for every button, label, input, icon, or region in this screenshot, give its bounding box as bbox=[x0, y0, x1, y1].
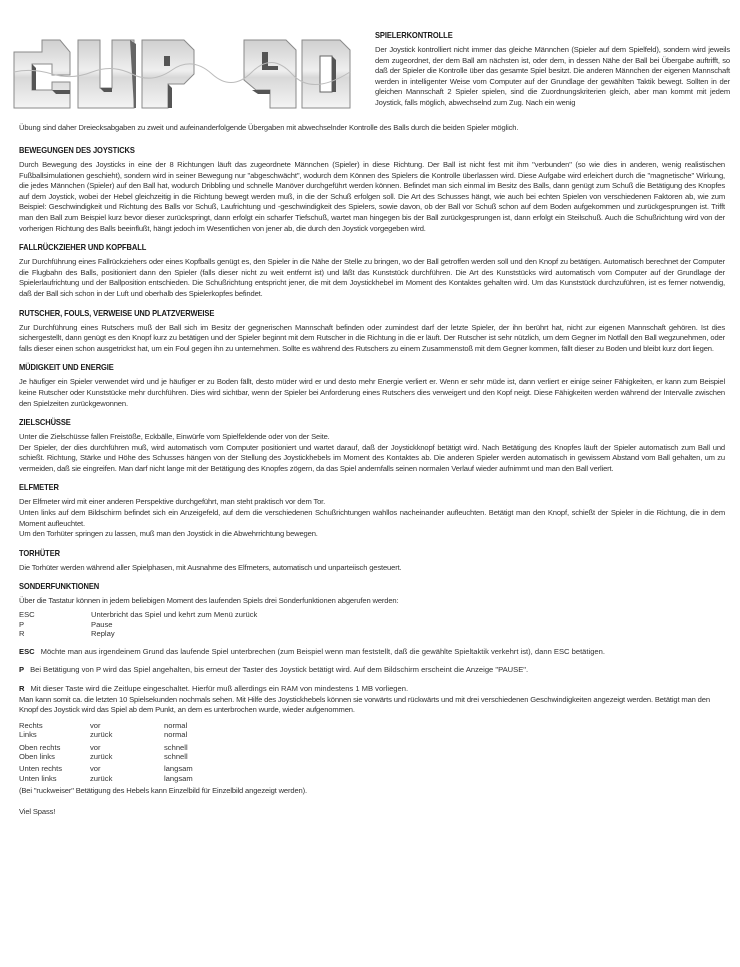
paragraph-text: Man kann somit ca. die letzten 10 Spielsekunden nochmals sehen. Mit Hilfe des Joystickhebels können sie vorwärts und rückwärts und mit drei verschiedenen Geschwindigkeiten angezeigt werden. Betätigt man den Knopf des Joystick wird das Spiel ab dem Punkt, an dem es unterbrochen wurde, wieder aufgenommen. bbox=[19, 694, 710, 715]
movement: zurück bbox=[90, 773, 113, 783]
movement: vor bbox=[90, 764, 101, 774]
section-fallrueckzieher bbox=[19, 243, 725, 299]
section-text: Unten links auf dem Bildschirm befindet sich ein Anzeigefeld, auf dem die verschiedenen Schußrichtungen wahllos nacheinander aufleuchten. Betätigt man den Knopf, schießt der Spieler in die Richtung, die in dem Moment aufleuchtet. bbox=[19, 508, 725, 528]
section-text: Je häufiger ein Spieler verwendet wird und je häufiger er zu Boden fällt, desto müder wird er und desto mehr Energie verliert er. Wenn er sehr müde ist, dann verliert er einige seiner Fähigkeiten, er kann zum Beispiel keine Rutscher oder Kunststücke mehr durchführen. Dies wird sichtbar, wenn der Spieler bei Anforderung eines Rutschers dies verweigert und den Kopf neigt. Diese Fähigkeiten werden während der Intervalle zwischen den Spielzeiten zurückgewonnen. bbox=[19, 377, 725, 408]
direction: Links bbox=[19, 730, 37, 740]
speed: langsam bbox=[164, 764, 193, 774]
speed: normal bbox=[164, 730, 188, 740]
key-label: ESC bbox=[19, 610, 35, 620]
replay-group bbox=[19, 721, 725, 740]
replay-row bbox=[19, 774, 725, 783]
movement: zurück bbox=[90, 752, 113, 761]
esc-paragraph bbox=[19, 647, 725, 658]
movement: vor bbox=[90, 720, 101, 730]
key-label: R bbox=[19, 684, 25, 693]
section-muedigkeit bbox=[19, 363, 725, 409]
key-row bbox=[19, 610, 725, 620]
key-row bbox=[19, 629, 725, 639]
closing-text: Viel Spass! bbox=[19, 806, 56, 816]
paragraph-text: Bei Betätigung von P wird das Spiel angehalten, bis erneut der Taster des Joystick betätigt wird. Auf dem Bildschirm erscheint die Anzeige "PAUSE". bbox=[30, 665, 529, 675]
section-text: Die Torhüter werden während aller Spielphasen, mit Ausnahme des Elfmeters, automatisch und unparteiisch gesteuert. bbox=[19, 562, 402, 572]
section-text: Der Joystick kontrolliert nicht immer das gleiche Männchen (Spieler auf dem Spielfeld), sondern wird jeweils dem zugeordnet, der dem Ball am nächsten ist, oder dem, in dessen Nähe der Ball bei Übergabe auftrifft, so daß der Spieler die Kontrolle über das gesamte Spiel besitzt. Die anderen Männchen der eigenen Mannschaft werden in intelligenter Weise vom Computer auf der Grundlage der gewählten Taktik bewegt. Sollten in der gleichen Mannschaft 2 Spieler spielen, sind die Zuordnungskriterien gleich, aber man kommt mit jedem Joystick, falls möglich, abwechselnd zum Zug. Nach ein wenig bbox=[375, 45, 730, 107]
section-text: Zur Durchführung eines Rutschers muß der Ball sich im Besitz der gegnerischen Mannschaft befinden oder zumindest darf der letzte Spieler, der ihn berührt hat, nicht zur eigenen Mannschaft gehören. Ist dies sichergestellt, dann genügt es den Knopf kurz zu betätigen und der Spieler beginnt mit dem Rutscher in die Richtung in die er läuft. Der Rutscher ist sehr nützlich, um dem Gegner im Notfall den Ball wegzunehmen, oder falls dieser einen schon ausgetrickst hat, um ein Foul gegen ihn zu unternehmen. Sollte es während des Rutschers zu einem Zusammenstoß mit dem Gegner kommen, fällt dieser zu Boden und bleibt kurz dort liegen. bbox=[19, 322, 725, 353]
main-content bbox=[19, 146, 725, 826]
section-heading: SONDERFUNKTIONEN bbox=[19, 582, 100, 592]
section-heading: ZIELSCHÜSSE bbox=[19, 418, 71, 428]
section-heading: TORHÜTER bbox=[19, 548, 60, 558]
paragraph-text: Mit dieser Taste wird die Zeitlupe eingeschaltet. Hierfür muß allerdings ein RAM von mindestens 1 MB vorliegen. bbox=[30, 684, 409, 693]
section-text: Übung sind daher Dreiecksabgaben zu zweit und aufeinanderfolgende Übergaben mit abwechselnder Kontrolle des Balls durch die beiden Spieler möglich. bbox=[19, 123, 519, 132]
replay-row bbox=[19, 743, 725, 752]
key-description: Unterbricht das Spiel und kehrt zum Menü zurück bbox=[91, 610, 258, 620]
section-text: Um den Torhüter springen zu lassen, muß man den Joystick in die Abwehrrichtung bewegen. bbox=[19, 529, 318, 539]
key-label: R bbox=[19, 629, 25, 639]
paragraph-text: Möchte man aus irgendeinem Grund das laufende Spiel unterbrechen (zum Beispiel wenn man feststellt, daß die gewählte Spieltaktik verkehrt ist), dann ESC betätigen. bbox=[40, 646, 605, 656]
section-joystick bbox=[19, 146, 725, 234]
intro-section bbox=[375, 31, 730, 108]
section-text: Der Spieler, der dies durchführen muß, wird automatisch vom Computer positioniert und wartet darauf, daß der Joystickknopf betätigt wird. Nach Betätigung des Knopfes läuft der Spieler automatisch zum Ball und schießt. Richtung, Stärke und Höhe des Schusses hängen von der Stellung des Joystickhebels im Moment des Kontaktes ab. Die anderen Spieler werden automatisch in gewissem Abstand vom Ball gehalten, um zu vermeiden, daß sie eingreifen. Man darf nicht lange mit der Betätigung des Knopfes zögern, da das Spiel andernfalls seinen normalen Verlauf wieder aufnimmt und man den Ball verliert. bbox=[19, 442, 725, 473]
key-label: ESC bbox=[19, 646, 35, 656]
section-elfmeter bbox=[19, 483, 725, 539]
section-torhueter bbox=[19, 549, 725, 574]
key-list bbox=[19, 610, 725, 639]
key-description: Pause bbox=[91, 619, 113, 629]
replay-group bbox=[19, 743, 725, 762]
key-description: Replay bbox=[91, 629, 115, 639]
speed: schnell bbox=[164, 752, 188, 761]
replay-row bbox=[19, 752, 725, 761]
replay-note: (Bei "ruckweiser" Betätigung des Hebels kann Einzelbild für Einzelbild angezeigt werden). bbox=[19, 786, 307, 796]
cup-90-logo bbox=[12, 30, 352, 110]
p-paragraph bbox=[19, 665, 725, 676]
replay-row bbox=[19, 730, 725, 739]
section-rutscher bbox=[19, 309, 725, 355]
direction: Unten rechts bbox=[19, 764, 63, 774]
section-text: Unter die Zielschüsse fallen Freistöße, Eckbälle, Einwürfe vom Spielfeldende oder von der Seite. bbox=[19, 432, 330, 442]
movement: zurück bbox=[90, 730, 113, 740]
movement: vor bbox=[90, 742, 101, 752]
direction: Rechts bbox=[19, 720, 43, 730]
key-row bbox=[19, 620, 725, 630]
replay-group bbox=[19, 764, 725, 783]
section-text: Der Elfmeter wird mit einer anderen Perspektive durchgeführt, man steht praktisch vor dem Tor. bbox=[19, 497, 326, 507]
section-heading: ELFMETER bbox=[19, 483, 59, 493]
r-paragraph bbox=[19, 684, 725, 695]
intro-continuation bbox=[19, 123, 719, 134]
speed: normal bbox=[164, 720, 188, 730]
section-heading: FALLRÜCKZIEHER UND KOPFBALL bbox=[19, 243, 147, 253]
section-heading: RUTSCHER, FOULS, VERWEISE UND PLATZVERWEISE bbox=[19, 308, 215, 318]
speed: schnell bbox=[164, 742, 188, 752]
section-heading: BEWEGUNGEN DES JOYSTICKS bbox=[19, 146, 135, 155]
section-text: Zur Durchführung eines Fallrückziehers oder eines Kopfballs genügt es, den Spieler in die Nähe der Stelle zu bringen, wo der Ball getroffen werden soll und den Knopf zu betätigen. Automatisch berechnet der Computer die Flugbahn des Balls, positioniert dann den Spieler (falls dieser nicht zu weit entfernt ist) und läßt das Kunststück durchführen. Die Art des Kunststücks wird automatisch vom Computer auf der Grundlage der Spielerlaufrichtung und der Ballposition entschieden. Die Schußrichtung entspricht jener, die mit dem Joystickhebel im Moment des Kontaktes gehalten wird. Um das Kunststück durchzuführen, ist es ferner notwendig, daß der Ball sich schon in der Luft und oberhalb des Spielerkopfes befindet. bbox=[19, 257, 725, 298]
section-zielschuesse bbox=[19, 418, 725, 474]
key-label: P bbox=[19, 665, 25, 675]
replay-row bbox=[19, 764, 725, 773]
speed: langsam bbox=[164, 773, 193, 783]
key-label: P bbox=[19, 619, 25, 629]
replay-controls-table bbox=[19, 721, 725, 783]
direction: Unten links bbox=[19, 773, 57, 783]
section-heading: SPIELERKONTROLLE bbox=[375, 31, 453, 40]
section-sonderfunktionen bbox=[19, 582, 725, 817]
direction: Oben links bbox=[19, 752, 55, 761]
replay-row bbox=[19, 721, 725, 730]
section-text: Durch Bewegung des Joysticks in eine der 8 Richtungen läuft das zugeordnete Männchen (Spieler) in diese Richtung. Der Ball ist nicht fest mit ihm "verbunden" (so wie dies in anderen, wenig realistischen Fußballsimulationen geschieht), sondern wird in seiner Bewegung nur "abgeschwächt", wodurch dem Können des Spielers die Kontrolle überlassen wird. Diese Aufgabe wird erleichert durch die "magnetische" Wirkung, die jedes Männchen (Spieler) auf den Ball hat, wodurch Dribbling und schnelle Manöver durchgeführt werden können. Befindet man sich einmal im Besitz des Balls, dann genügt zum Schuß die Betätigung des Knopfes auf dem Joystick, wobei der Hebel gleichzeitig in die Richtung bewegt werden muß, in die der Schuß erfolgen soll. Die Art des Schusses hängt, wie auch bei echten Spielen von verschiedenen Faktoren ab, wie zum Beispiel: Geschwindigkeit und Richtung des Balls vor Schuß, Laufrichtung und -geschwindigkeit des Spielers, sowie davon, ob der Ball vor Schuß schon auf dem Boden aufgekommen und zurückgesprungen ist. Trifft man den Ball zum Beispiel kurz bevor dieser zurückspringt, dann erfolgt ein scharfer Tiefschuß, wartet man hingegen bis der Ball zurückgesprungen ist, dann erfolgt ein Steilschuß. Auch die Schußrichtung wird von der vorherigen Richtung des Balls beeinflußt, hängt jedoch im Wesentlichen von jener ab, die durch den Joystick vorgegeben wird. bbox=[19, 160, 725, 233]
section-heading: MÜDIGKEIT UND ENERGIE bbox=[19, 363, 114, 373]
section-text: Über die Tastatur können in jedem beliebigen Moment des laufenden Spiels drei Sonderfunktionen abgerufen werden: bbox=[19, 596, 399, 606]
direction: Oben rechts bbox=[19, 742, 61, 752]
